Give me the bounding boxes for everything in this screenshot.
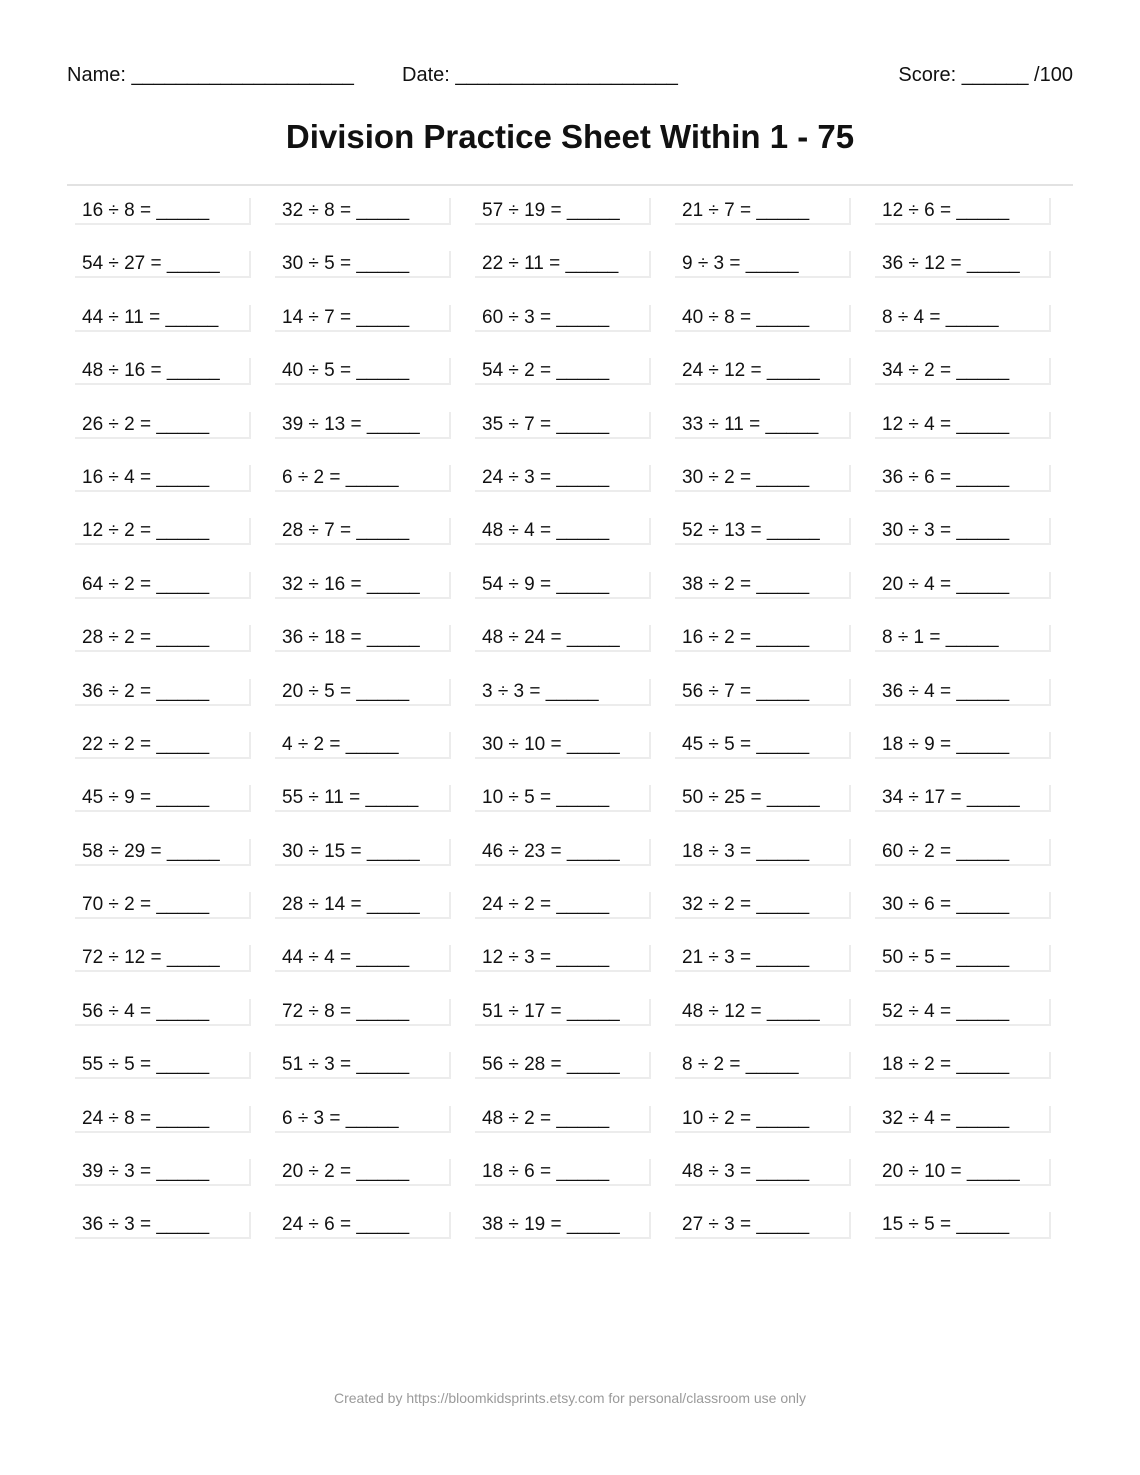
problem-cell[interactable]: 28 ÷ 7 = _____ [275, 518, 451, 545]
problem-cell[interactable]: 30 ÷ 5 = _____ [275, 251, 451, 278]
problem-row [75, 198, 1075, 251]
problem-cell[interactable]: 51 ÷ 17 = _____ [475, 999, 651, 1026]
page-title: Division Practice Sheet Within 1 - 75 [285, 118, 855, 155]
problem-cell[interactable]: 26 ÷ 2 = _____ [75, 412, 251, 439]
problem-cell[interactable]: 18 ÷ 3 = _____ [675, 839, 851, 866]
problem-cell[interactable]: 3 ÷ 3 = _____ [475, 679, 651, 706]
problem-cell[interactable]: 16 ÷ 2 = _____ [675, 625, 851, 652]
problem-cell[interactable]: 24 ÷ 2 = _____ [475, 892, 651, 919]
problem-cell[interactable]: 20 ÷ 4 = _____ [875, 572, 1051, 599]
problem-cell[interactable]: 32 ÷ 2 = _____ [675, 892, 851, 919]
problem-cell[interactable]: 30 ÷ 10 = _____ [475, 732, 651, 759]
problem-cell[interactable]: 60 ÷ 3 = _____ [475, 305, 651, 332]
problem-cell[interactable]: 36 ÷ 3 = _____ [75, 1212, 251, 1239]
problem-cell[interactable]: 21 ÷ 3 = _____ [675, 945, 851, 972]
problem-cell[interactable]: 8 ÷ 2 = _____ [675, 1052, 851, 1079]
problem-cell[interactable]: 70 ÷ 2 = _____ [75, 892, 251, 919]
problem-cell[interactable]: 44 ÷ 4 = _____ [275, 945, 451, 972]
problem-cell[interactable]: 20 ÷ 10 = _____ [875, 1159, 1051, 1186]
problem-cell[interactable]: 30 ÷ 15 = _____ [275, 839, 451, 866]
problem-cell[interactable]: 21 ÷ 7 = _____ [675, 198, 851, 225]
problem-cell[interactable]: 20 ÷ 2 = _____ [275, 1159, 451, 1186]
problem-cell[interactable]: 39 ÷ 3 = _____ [75, 1159, 251, 1186]
problem-cell[interactable]: 18 ÷ 6 = _____ [475, 1159, 651, 1186]
problem-cell[interactable]: 20 ÷ 5 = _____ [275, 679, 451, 706]
problem-cell[interactable]: 56 ÷ 7 = _____ [675, 679, 851, 706]
problem-cell[interactable]: 55 ÷ 5 = _____ [75, 1052, 251, 1079]
problem-cell[interactable]: 24 ÷ 3 = _____ [475, 465, 651, 492]
problem-cell[interactable]: 45 ÷ 5 = _____ [675, 732, 851, 759]
name-field[interactable]: Name: ____________________ [67, 64, 354, 86]
problem-row [75, 625, 1075, 678]
problem-cell[interactable]: 50 ÷ 25 = _____ [675, 785, 851, 812]
problem-cell[interactable]: 34 ÷ 17 = _____ [875, 785, 1051, 812]
problem-cell[interactable]: 16 ÷ 4 = _____ [75, 465, 251, 492]
problem-cell[interactable]: 14 ÷ 7 = _____ [275, 305, 451, 332]
problem-cell[interactable]: 38 ÷ 19 = _____ [475, 1212, 651, 1239]
problem-row [75, 1052, 1075, 1105]
problem-cell[interactable]: 24 ÷ 12 = _____ [675, 358, 851, 385]
problem-row [75, 732, 1075, 785]
problem-cell[interactable]: 40 ÷ 8 = _____ [675, 305, 851, 332]
worksheet-header [67, 64, 1073, 94]
problem-cell[interactable]: 33 ÷ 11 = _____ [675, 412, 851, 439]
problem-cell[interactable]: 10 ÷ 5 = _____ [475, 785, 651, 812]
problem-cell[interactable]: 30 ÷ 6 = _____ [875, 892, 1051, 919]
problem-row [75, 1159, 1075, 1212]
problem-cell[interactable]: 22 ÷ 2 = _____ [75, 732, 251, 759]
problem-cell[interactable]: 40 ÷ 5 = _____ [275, 358, 451, 385]
problem-cell[interactable]: 56 ÷ 28 = _____ [475, 1052, 651, 1079]
problem-cell[interactable]: 15 ÷ 5 = _____ [875, 1212, 1051, 1239]
problem-row [75, 412, 1075, 465]
problem-cell[interactable]: 32 ÷ 8 = _____ [275, 198, 451, 225]
problem-cell[interactable]: 56 ÷ 4 = _____ [75, 999, 251, 1026]
problem-cell[interactable]: 36 ÷ 18 = _____ [275, 625, 451, 652]
problem-cell[interactable]: 38 ÷ 2 = _____ [675, 572, 851, 599]
problem-cell[interactable]: 64 ÷ 2 = _____ [75, 572, 251, 599]
problem-cell[interactable]: 52 ÷ 4 = _____ [875, 999, 1051, 1026]
problem-cell[interactable]: 58 ÷ 29 = _____ [75, 839, 251, 866]
problem-cell[interactable]: 52 ÷ 13 = _____ [675, 518, 851, 545]
problem-cell[interactable]: 54 ÷ 9 = _____ [475, 572, 651, 599]
problem-cell[interactable]: 36 ÷ 12 = _____ [875, 251, 1051, 278]
problem-cell[interactable]: 48 ÷ 3 = _____ [675, 1159, 851, 1186]
problem-cell[interactable]: 18 ÷ 2 = _____ [875, 1052, 1051, 1079]
problem-cell[interactable]: 16 ÷ 8 = _____ [75, 198, 251, 225]
problem-cell[interactable]: 4 ÷ 2 = _____ [275, 732, 451, 759]
problem-row [75, 1212, 1075, 1265]
problem-row [75, 999, 1075, 1052]
problem-cell[interactable]: 51 ÷ 3 = _____ [275, 1052, 451, 1079]
problem-cell[interactable]: 60 ÷ 2 = _____ [875, 839, 1051, 866]
problem-row [75, 572, 1075, 625]
problem-cell[interactable]: 6 ÷ 3 = _____ [275, 1106, 451, 1133]
problem-cell[interactable]: 48 ÷ 2 = _____ [475, 1106, 651, 1133]
problem-cell[interactable]: 8 ÷ 1 = _____ [875, 625, 1051, 652]
problem-cell[interactable]: 57 ÷ 19 = _____ [475, 198, 651, 225]
problem-row [75, 1106, 1075, 1159]
problem-cell[interactable]: 39 ÷ 13 = _____ [275, 412, 451, 439]
problem-cell[interactable]: 10 ÷ 2 = _____ [675, 1106, 851, 1133]
problem-cell[interactable]: 48 ÷ 4 = _____ [475, 518, 651, 545]
problem-cell[interactable]: 36 ÷ 2 = _____ [75, 679, 251, 706]
problem-cell[interactable]: 12 ÷ 6 = _____ [875, 198, 1051, 225]
problem-row [75, 251, 1075, 304]
problem-cell[interactable]: 27 ÷ 3 = _____ [675, 1212, 851, 1239]
problem-cell[interactable]: 45 ÷ 9 = _____ [75, 785, 251, 812]
problem-cell[interactable]: 8 ÷ 4 = _____ [875, 305, 1051, 332]
problem-row [75, 839, 1075, 892]
problem-cell[interactable]: 34 ÷ 2 = _____ [875, 358, 1051, 385]
problem-cell[interactable]: 36 ÷ 6 = _____ [875, 465, 1051, 492]
problem-cell[interactable]: 9 ÷ 3 = _____ [675, 251, 851, 278]
problem-cell[interactable]: 72 ÷ 8 = _____ [275, 999, 451, 1026]
problem-cell[interactable]: 50 ÷ 5 = _____ [875, 945, 1051, 972]
header-divider [67, 184, 1073, 186]
problem-cell[interactable]: 6 ÷ 2 = _____ [275, 465, 451, 492]
problem-cell[interactable]: 24 ÷ 8 = _____ [75, 1106, 251, 1133]
problem-cell[interactable]: 12 ÷ 2 = _____ [75, 518, 251, 545]
problem-cell[interactable]: 24 ÷ 6 = _____ [275, 1212, 451, 1239]
problem-cell[interactable]: 12 ÷ 3 = _____ [475, 945, 651, 972]
problem-cell[interactable]: 18 ÷ 9 = _____ [875, 732, 1051, 759]
problem-cell[interactable]: 35 ÷ 7 = _____ [475, 412, 651, 439]
problem-cell[interactable]: 28 ÷ 14 = _____ [275, 892, 451, 919]
problem-row [75, 358, 1075, 411]
problem-cell[interactable]: 55 ÷ 11 = _____ [275, 785, 451, 812]
problem-cell[interactable]: 44 ÷ 11 = _____ [75, 305, 251, 332]
problem-row [75, 945, 1075, 998]
problem-cell[interactable]: 30 ÷ 3 = _____ [875, 518, 1051, 545]
problem-cell[interactable]: 48 ÷ 24 = _____ [475, 625, 651, 652]
problem-cell[interactable]: 54 ÷ 2 = _____ [475, 358, 651, 385]
problem-row [75, 518, 1075, 571]
problem-row [75, 785, 1075, 838]
problem-cell[interactable]: 28 ÷ 2 = _____ [75, 625, 251, 652]
problem-cell[interactable]: 32 ÷ 4 = _____ [875, 1106, 1051, 1133]
problem-cell[interactable]: 72 ÷ 12 = _____ [75, 945, 251, 972]
problem-cell[interactable]: 22 ÷ 11 = _____ [475, 251, 651, 278]
problem-cell[interactable]: 36 ÷ 4 = _____ [875, 679, 1051, 706]
problem-row [75, 679, 1075, 732]
problem-cell[interactable]: 46 ÷ 23 = _____ [475, 839, 651, 866]
problem-row [75, 305, 1075, 358]
problem-cell[interactable]: 30 ÷ 2 = _____ [675, 465, 851, 492]
problem-row [75, 465, 1075, 518]
problem-cell[interactable]: 48 ÷ 16 = _____ [75, 358, 251, 385]
problem-cell[interactable]: 12 ÷ 4 = _____ [875, 412, 1051, 439]
problem-cell[interactable]: 32 ÷ 16 = _____ [275, 572, 451, 599]
footer-credit: Created by https://bloomkidsprints.etsy.com for personal/classroom use only [333, 1390, 807, 1406]
problem-row [75, 892, 1075, 945]
date-field[interactable]: Date: ____________________ [402, 64, 678, 86]
problem-cell[interactable]: 48 ÷ 12 = _____ [675, 999, 851, 1026]
problem-grid [75, 198, 1075, 1266]
score-field[interactable]: Score: ______ /100 [898, 64, 1073, 86]
problem-cell[interactable]: 54 ÷ 27 = _____ [75, 251, 251, 278]
